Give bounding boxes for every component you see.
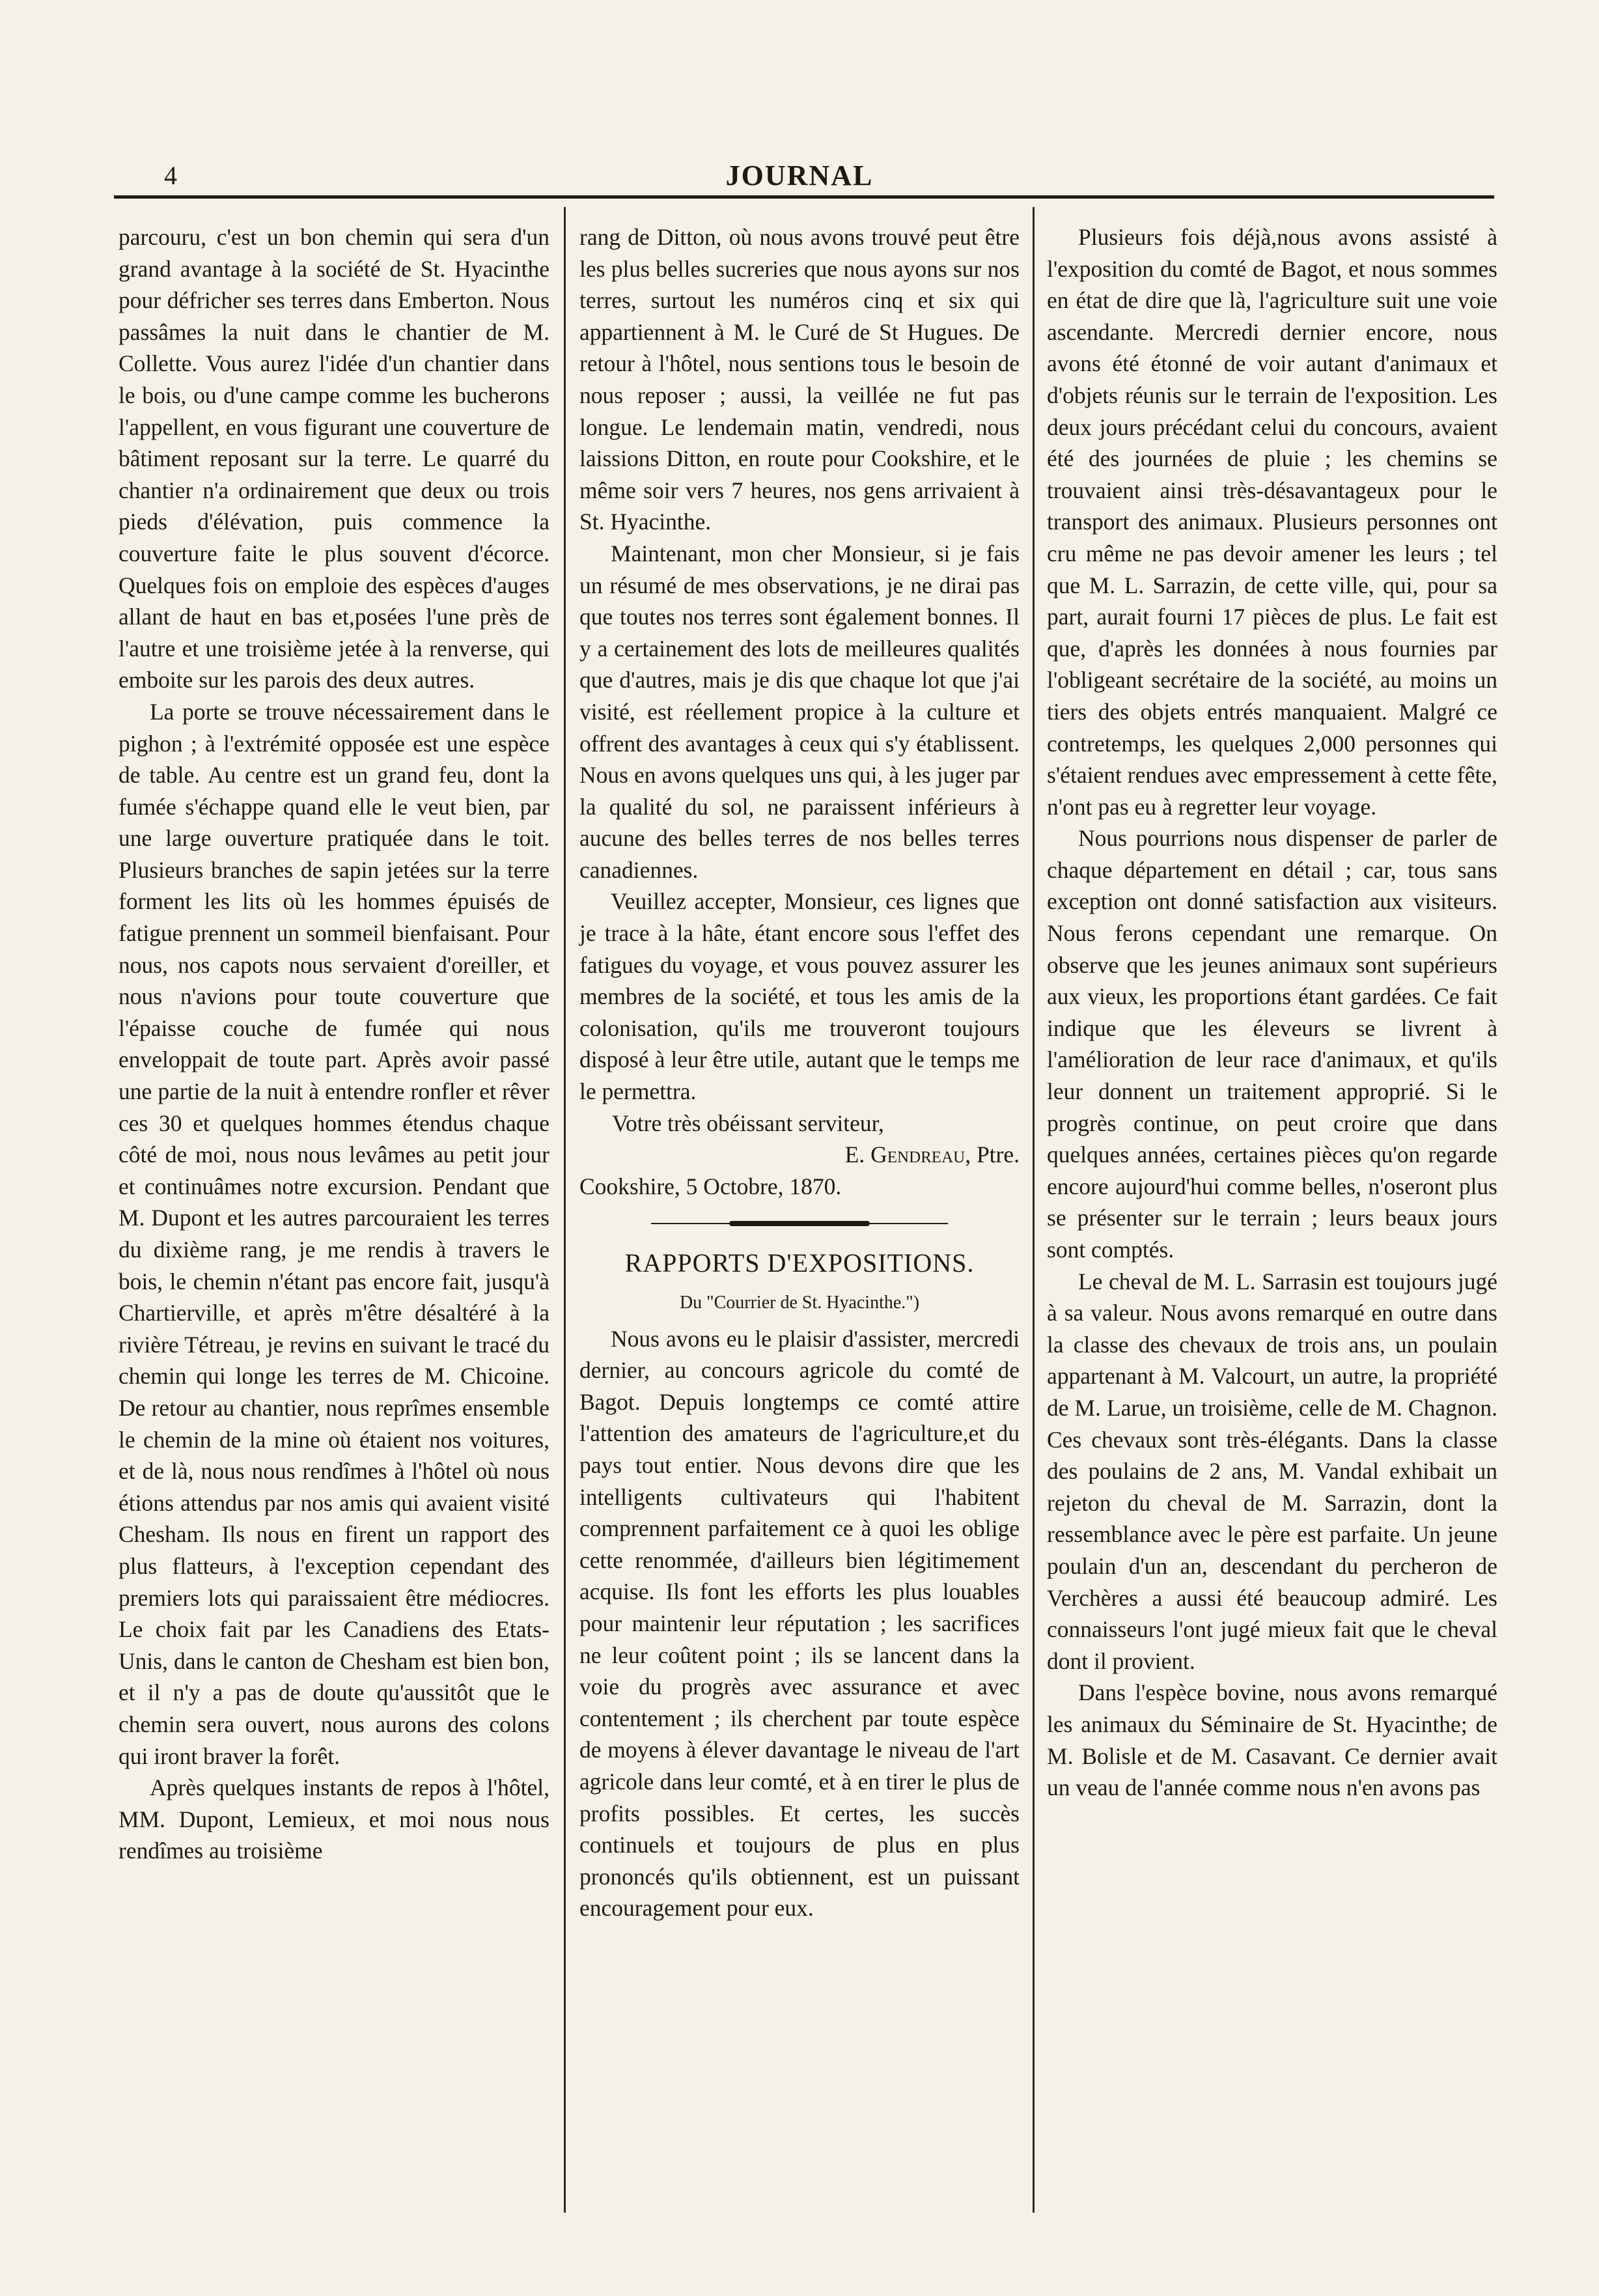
col1-paragraph-3: Après quelques instants de repos à l'hôtel, MM. Dupont, Lemieux, et moi nous nous rendîmes au troisième (118, 1774, 549, 1864)
column-3 (1047, 221, 1497, 1804)
col2-paragraph-1: rang de Ditton, où nous avons trouvé peut être les plus belles sucreries que nous ayons sur nos terres, surtout les numéros cinq et six qui appartiennent à M. le Curé de St Hugues. De retour à l'hôtel, nous sentions tous le besoin de nous reposer ; aussi, la veillée ne fut pas longue. Le lendemain matin, vendredi, nous laissions Ditton, en route pour Cookshire, et le même soir vers 7 heures, nos gens arrivaient à St. Hyacinthe. (579, 224, 1020, 535)
col2-paragraph-4: Nous avons eu le plaisir d'assister, mercredi dernier, au concours agricole du comté de Bagot. Depuis longtemps ce comté attire l'attention des amateurs de l'agriculture,et du pays tout entier. Nous devons dire que les intelligents cultivateurs qui l'habitent comprennent parfaitement ce à quoi les oblige cette renommée, d'ailleurs bien légitimement acquise. Ils font les efforts les plus louables pour maintenir leur réputation ; les sacrifices ne leur coûtent point ; ils se lancent dans la voie du progrès avec assurance et avec contentement ; ils cherchent par toute espèce de moyens à élever davantage le niveau de l'art agricole dans leur comté, et à en tirer le plus de profits possibles. Et certes, les succès continuels et toujours de plus en plus prononcés qu'ils obtiennent, est un puissant encouragement pour eux. (579, 1325, 1020, 1922)
signature-name: E. Gendreau (844, 1141, 966, 1168)
col1-paragraph-1: parcouru, c'est un bon chemin qui sera d'un grand avantage à la société de St. Hyacinthe pour défricher ses terres dans Emberton. Nous passâmes la nuit dans le chantier de M. Collette. Vous aurez l'idée d'un chantier dans le bois, ou d'une campe comme les bucherons l'appellent, en vous figurant une couverture de bâtiment reposant sur la terre. Le quarré du chantier n'a ordinairement que deux ou trois pieds d'élévation, puis commence la couverture faite le plus souvent d'écorce. Quelques fois on emploie des espèces d'auges allant de haut en bas et,posées l'une près de l'autre et une troisième jetée à la renverse, qui emboite sur les parois des deux autres. (118, 224, 549, 693)
header-rule (114, 195, 1494, 199)
letter-dateline: Cookshire, 5 Octobre, 1870. (579, 1173, 842, 1199)
running-title: JOURNAL (725, 160, 874, 191)
page-number: 4 (164, 161, 177, 190)
signature-title: , Ptre. (965, 1141, 1020, 1168)
letter-signature (579, 1139, 1020, 1171)
column-1 (118, 221, 549, 1867)
section-separator (579, 1214, 1020, 1233)
column-2 (579, 221, 1020, 1924)
col3-paragraph-3: Le cheval de M. L. Sarrasin est toujours jugé à sa valeur. Nous avons remarqué en outre dans la classe des chevaux de trois ans, un poulain appartenant à M. Valcourt, un autre, la propriété de M. Larue, un troisième, celle de M. Chagnon. Ces chevaux sont très-élégants. Dans la classe des poulains de 2 ans, M. Vandal exhibait un rejeton du cheval de M. Sarrazin, dont la ressemblance avec le père est parfaite. Un jeune poulain d'un an, descendant du percheron de Verchères a aussi été beaucoup admiré. Les connaisseurs l'ont jugé mieux fait que le cheval dont il provient. (1047, 1268, 1497, 1674)
col3-paragraph-1: Plusieurs fois déjà,nous avons assisté à l'exposition du comté de Bagot, et nous sommes en état de dire que là, l'agriculture suit une voie ascendante. Mercredi dernier encore, nous avons été étonné de voir autant d'animaux et d'objets réunis sur le terrain de l'exposition. Les deux jours précédant celui du concours, avaient été des journées de pluie ; les chemins se trouvaient ainsi très-désavantageux pour le transport des animaux. Plusieurs personnes ont cru même ne pas devoir amener les leurs ; tel que M. L. Sarrazin, de cette ville, qui, pour sa part, aurait fourni 17 pièces de plus. Le fait est que, d'après les données à nous fournies par l'obligeant secrétaire de la société, au moins un tiers des objets entrés manquaient. Malgré ce contretemps, les quelques 2,000 personnes qui s'étaient rendues avec empressement à cette fête, n'ont pas eu à regretter leur voyage. (1047, 224, 1497, 820)
section-source: Du "Courrier de St. Hyacinthe.") (679, 1293, 920, 1313)
column-rule-left (564, 207, 566, 2213)
col2-paragraph-2: Maintenant, mon cher Monsieur, si je fais un résumé de mes observations, je ne dirai pas que toutes nos terres sont également bonnes. Il y a certainement des lots de meilleures qualités que d'autres, mais je dis que chaque lot que j'ai visité, est réellement propice à la culture et offrent des avantages à ceux qui s'y établissent. Nous en avons quelques uns qui, à les juger par la qualité du sol, ne paraissent inférieurs à aucune des belles terres de nos belles terres canadiennes. (579, 540, 1020, 883)
col2-paragraph-3: Veuillez accepter, Monsieur, ces lignes que je trace à la hâte, étant encore sous l'effet des fatigues du voyage, et vous pouvez assurer les membres de la société, et tous les amis de la colonisation, qu'ils me trouveront toujours disposé à leur être utile, autant que le temps me le permettra. (579, 888, 1020, 1105)
col3-paragraph-4: Dans l'espèce bovine, nous avons remarqué les animaux du Séminaire de St. Hyacinthe; de M. Bolisle et de M. Casavant. Ce dernier avait un veau de l'année comme nous n'en avons pas (1047, 1679, 1497, 1801)
col3-paragraph-2: Nous pourrions nous dispenser de parler de chaque département en détail ; car, tous sans exception ont donné satisfaction aux visiteurs. Nous ferons cependant une remarque. On observe que les jeunes animaux sont supérieurs aux vieux, les proportions étant gardées. Ce fait indique que les éleveurs se livrent à l'amélioration de leur race d'animaux, et qu'ils leur donnent un traitement approprié. Si le progrès continue, on peut croire que dans quelques années, certaines pièces qu'on regarde encore aujourd'hui comme belles, n'oseront plus se présenter sur le terrain ; leurs beaux jours sont comptés. (1047, 825, 1497, 1263)
letter-closing: Votre très obéissant serviteur, (612, 1110, 884, 1136)
section-heading: RAPPORTS D'EXPOSITIONS. (624, 1248, 975, 1278)
col1-paragraph-2: La porte se trouve nécessairement dans le pighon ; à l'extrémité opposée est une espèce de table. Au centre est un grand feu, dont la fumée s'échappe quand elle le veut bien, par une large ouverture pratiquée dans le toit. Plusieurs branches de sapin jetées sur la terre forment les lits où les hommes épuisés de fatigue prennent un sommeil bienfaisant. Pour nous, nos capots nous servaient d'oreiller, et nous n'avions pour toute couverture que l'épaisse couche de fumée qui nous enveloppait de toute part. Après avoir passé une partie de la nuit à entendre ronfler et rêver ces 30 et quelques hommes étendus chaque côté de moi, nous nous levâmes au petit jour et continuâmes notre excursion. Pendant que M. Dupont et les autres parcouraient les terres du dixième rang, je me rendis à travers le bois, le chemin n'étant pas encore fait, jusqu'à Chartierville, et après m'être désaltéré à la rivière Tétreau, je revins en suivant le tracé du chemin qui longe les terres de M. Chicoine. De retour au chantier, nous reprîmes ensemble le chemin de la mine où étaient nos voitures, et de là, nous nous rendîmes à l'hôtel où nous étions attendus par nos amis qui avaient visité Chesham. Ils nous en firent un rapport des plus flatteurs, à l'exception cependant des premiers lots qui paraissaient être médiocres. Le choix fait par les Canadiens des Etats-Unis, dans le canton de Chesham est bien bon, et il n'y a pas de doute qu'aussitôt que le chemin sera ouvert, nous aurons des colons qui iront braver la forêt. (118, 698, 549, 1769)
column-rule-right (1033, 207, 1035, 2213)
